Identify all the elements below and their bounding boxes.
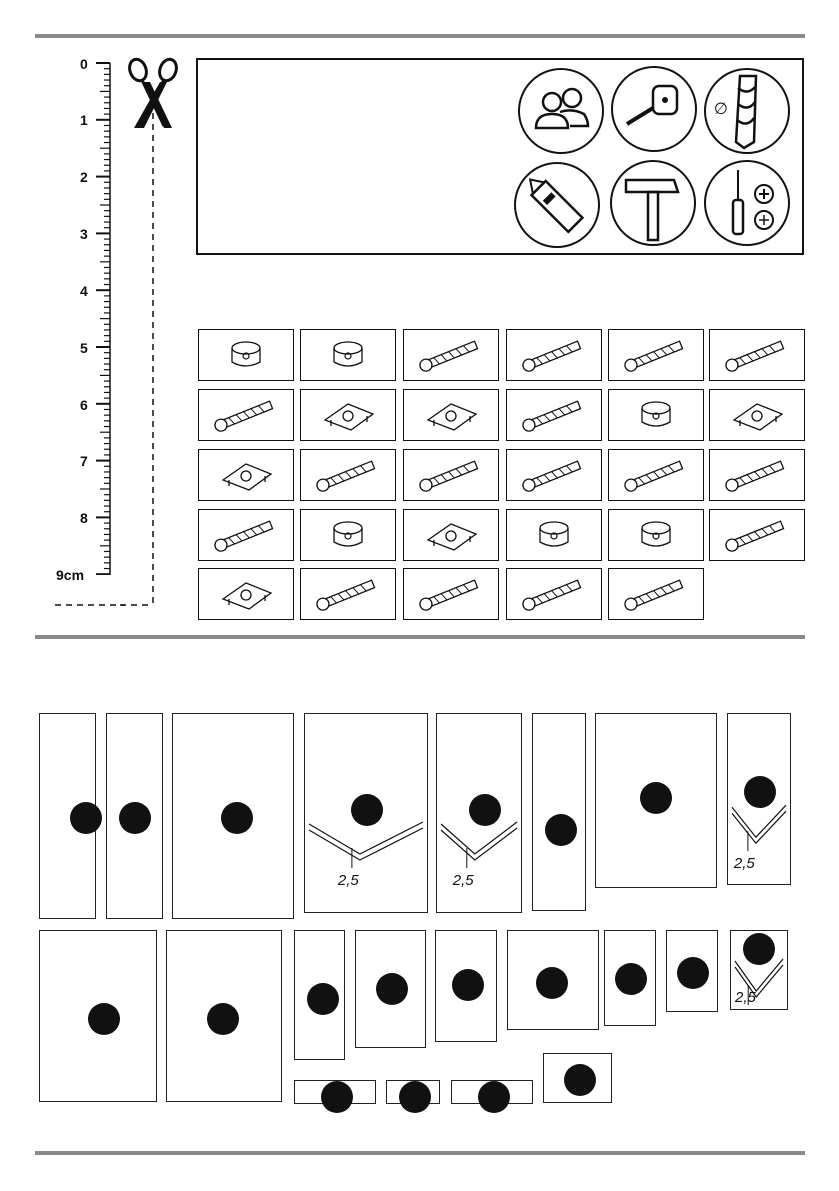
- middle-divider: [35, 635, 805, 639]
- utility-knife-icon: [514, 162, 600, 248]
- fitting-cell: [300, 389, 396, 441]
- fitting-cell: [403, 389, 499, 441]
- fitting-cell: [198, 509, 294, 561]
- euro-screw-icon: [609, 450, 703, 500]
- fitting-cell: [608, 329, 704, 381]
- corner-block-icon: [199, 450, 293, 500]
- panel-marker: [221, 802, 253, 834]
- fitting-cell: [403, 568, 499, 620]
- panel: [355, 930, 426, 1048]
- ruler-label-4: 4: [80, 283, 88, 299]
- panel-marker: [615, 963, 647, 995]
- panel-marker: [545, 814, 577, 846]
- threaded-rod-icon: [710, 330, 804, 380]
- panel-marker: [399, 1081, 431, 1113]
- dimension-label: 2,5: [733, 855, 755, 873]
- fitting-cell: [403, 509, 499, 561]
- fitting-cell: [300, 449, 396, 501]
- ruler-label-0: 0: [80, 56, 88, 72]
- top-divider: [35, 34, 805, 38]
- panel-marker: [207, 1003, 239, 1035]
- panel: [294, 930, 345, 1060]
- ruler-label-6: 6: [80, 397, 88, 413]
- panel: [435, 930, 497, 1042]
- two-persons-icon: [518, 68, 604, 154]
- slot-detail: [305, 714, 427, 912]
- panel-marker: [452, 969, 484, 1001]
- panel: [507, 930, 599, 1030]
- ruler-label-8: 8: [80, 510, 88, 526]
- long-wood-screw-icon: [404, 450, 498, 500]
- panel: [39, 930, 157, 1102]
- panel: [543, 1053, 612, 1103]
- pin-nail-icon: [199, 510, 293, 560]
- fitting-cell: [506, 389, 602, 441]
- panel-marker: [376, 973, 408, 1005]
- ruler-label-2: 2: [80, 169, 88, 185]
- screwdriver-icon: [704, 160, 790, 246]
- hinge-plate-icon: [301, 390, 395, 440]
- pan-head-screw-icon: [404, 569, 498, 619]
- fitting-cell: [608, 509, 704, 561]
- fitting-cell: [198, 329, 294, 381]
- panel-marker: [88, 1003, 120, 1035]
- fitting-cell: [198, 389, 294, 441]
- shelf-clip-icon: [199, 569, 293, 619]
- panel-marker: [677, 957, 709, 989]
- panel: [604, 930, 656, 1026]
- fitting-cell: [506, 329, 602, 381]
- cabinet-hinge-icon: [404, 390, 498, 440]
- panel: [304, 713, 428, 913]
- fitting-cell: [506, 509, 602, 561]
- countersunk-screw-icon: [507, 390, 601, 440]
- grommet-icon: [609, 510, 703, 560]
- ruler-label-7: 7: [80, 453, 88, 469]
- dimension-label: 2,5: [735, 989, 756, 1006]
- cut-guide: [120, 56, 190, 616]
- panel: [532, 713, 586, 911]
- panel-marker: [564, 1064, 596, 1096]
- cut-line-bottom: [55, 600, 125, 610]
- panel: [106, 713, 163, 919]
- dimension-label: 2,5: [337, 872, 359, 889]
- cam-lock-housing-icon: [301, 330, 395, 380]
- fitting-cell: [198, 449, 294, 501]
- short-screw-icon: [507, 569, 601, 619]
- shelf-support-pin-icon: [609, 390, 703, 440]
- cap-nail-icon: [710, 450, 804, 500]
- panel: [436, 713, 522, 913]
- confirmat-screw-icon: [507, 450, 601, 500]
- fitting-cell: [709, 329, 805, 381]
- fitting-cell: [709, 509, 805, 561]
- ruler-label-1: 1: [80, 112, 88, 128]
- required-tools-box: [196, 58, 804, 255]
- ruler-label-5: 5: [80, 340, 88, 356]
- fitting-cell: [506, 449, 602, 501]
- panel: [294, 1080, 376, 1104]
- panel: [666, 930, 718, 1012]
- slot-detail: [437, 714, 521, 912]
- flat-head-screw-icon: [609, 569, 703, 619]
- panel-marker: [536, 967, 568, 999]
- drill-bit-icon: [704, 68, 790, 154]
- fitting-cell: [709, 389, 805, 441]
- wooden-dowel-icon: [507, 330, 601, 380]
- fitting-cell: [608, 568, 704, 620]
- panel-marker: [70, 802, 102, 834]
- fitting-cell: [608, 389, 704, 441]
- panel: [172, 713, 294, 919]
- panel-marker: [478, 1081, 510, 1113]
- panel: [730, 930, 788, 1010]
- panel: [39, 713, 96, 919]
- tape-measure-icon: [611, 66, 697, 152]
- bumper-pad-icon: [301, 510, 395, 560]
- fitting-cell: [506, 568, 602, 620]
- fitting-cell: [300, 568, 396, 620]
- dimension-label: 2,5: [452, 872, 474, 889]
- bottom-divider: [35, 1151, 805, 1155]
- panel: [595, 713, 717, 888]
- panel-marker: [119, 802, 151, 834]
- ruler-label-9cm: 9cm: [56, 567, 85, 583]
- fitting-cell: [403, 449, 499, 501]
- fitting-cell: [403, 329, 499, 381]
- panel: [451, 1080, 533, 1104]
- angle-plate-icon: [404, 510, 498, 560]
- connector-bolt-icon: [199, 390, 293, 440]
- fitting-cell: [709, 449, 805, 501]
- fitting-cell: [300, 329, 396, 381]
- panel: [727, 713, 791, 885]
- cam-lock-icon: [199, 330, 293, 380]
- panel: [386, 1080, 440, 1104]
- diameter-symbol: ∅: [714, 99, 728, 118]
- panel-marker: [307, 983, 339, 1015]
- hanging-rail-icon: [710, 510, 804, 560]
- cover-cap-icon: [507, 510, 601, 560]
- bracket-clip-icon: [710, 390, 804, 440]
- fitting-cell: [198, 568, 294, 620]
- wall-plug-icon: [301, 569, 395, 619]
- long-dowel-icon: [609, 330, 703, 380]
- panel-marker: [640, 782, 672, 814]
- fitting-cell: [608, 449, 704, 501]
- panel: [166, 930, 282, 1102]
- fitting-cell: [300, 509, 396, 561]
- wood-screw-icon: [301, 450, 395, 500]
- panel-marker: [321, 1081, 353, 1113]
- ruler-label-3: 3: [80, 226, 88, 242]
- hammer-icon: [610, 160, 696, 246]
- cam-bolt-icon: [404, 330, 498, 380]
